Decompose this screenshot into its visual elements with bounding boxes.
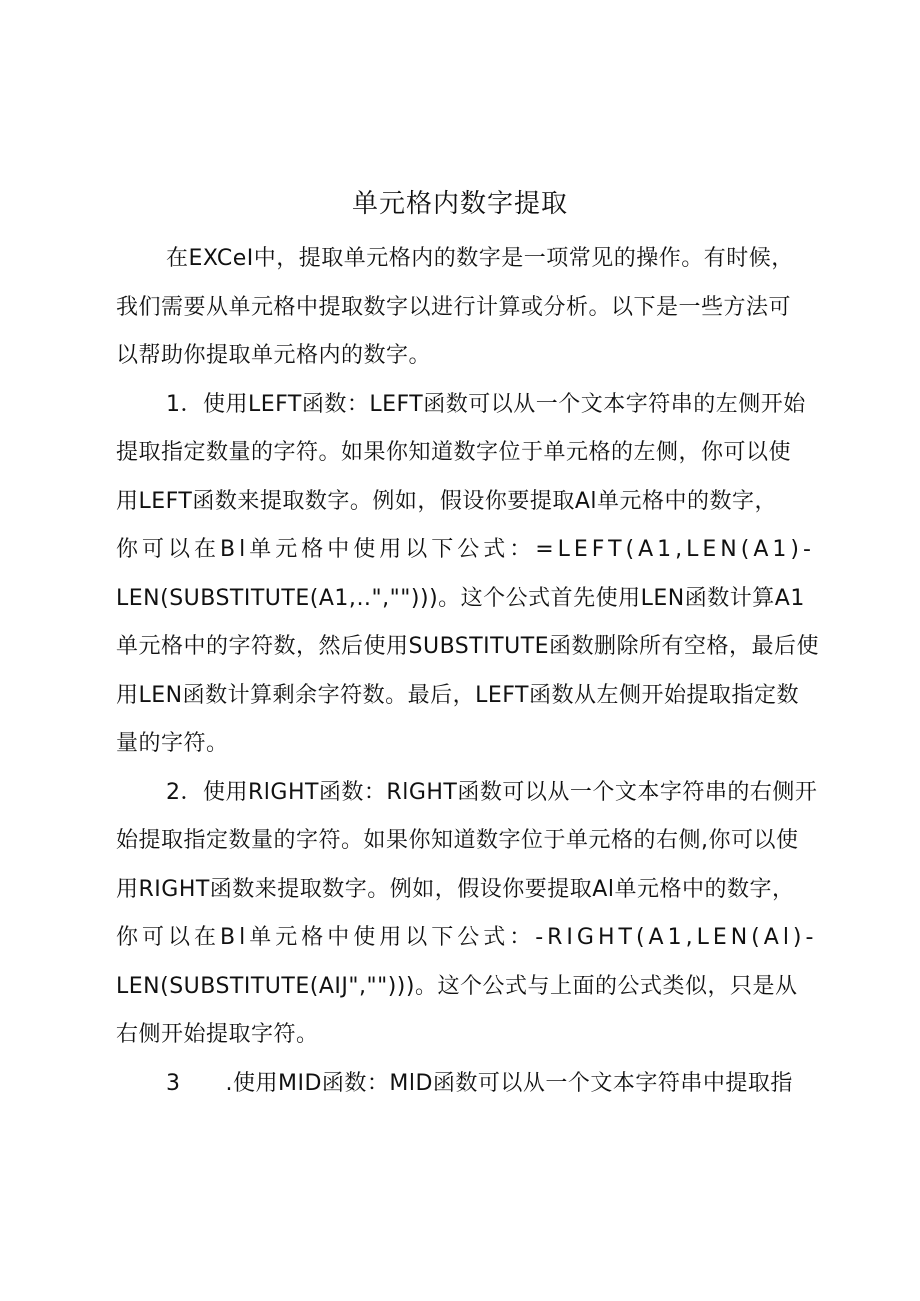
paragraph-line: 1．使用LEFT函数：LEFT函数可以从一个文本字符串的左侧开始 xyxy=(166,392,806,417)
paragraph-line: 始提取指定数量的字符。如果你知道数字位于单元格的右侧,你可以使 xyxy=(116,828,799,853)
paragraph-line: 用LEN函数计算剩余字符数。最后，LEFT函数从左侧开始提取指定数 xyxy=(116,683,799,708)
paragraph-line: 2．使用RlGHT函数：RlGHT函数可以从一个文本字符串的右侧开 xyxy=(166,780,818,805)
paragraph-line: LEN(SUBSTITUTE(A1,‥","")))。这个公式首先使用LEN函数计算A1 xyxy=(116,586,805,611)
paragraph-line: 你可以在Bl单元格中使用以下公式：=LEFT(A1,LEN(A1)- xyxy=(116,537,815,562)
paragraph-line: 用LEFT函数来提取数字。例如，假设你要提取Al单元格中的数字， xyxy=(116,489,778,514)
paragraph-line: 我们需要从单元格中提取数字以进行计算或分析。以下是一些方法可 xyxy=(116,295,792,320)
paragraph-line: 量的字符。 xyxy=(116,731,229,756)
paragraph-line: 3 .使用MID函数：MlD函数可以从一个文本字符串中提取指 xyxy=(166,1071,793,1096)
paragraph-line: 提取指定数量的字符。如果你知道数字位于单元格的左侧，你可以使 xyxy=(116,440,792,465)
paragraph-line: 用RIGHT函数来提取数字。例如，假设你要提取Al单元格中的数字， xyxy=(116,877,795,902)
paragraph-line: 右侧开始提取字符。 xyxy=(116,1022,319,1047)
paragraph-line: 在EXCeI中，提取单元格内的数字是一项常见的操作。有时候， xyxy=(166,246,794,271)
document-title: 单元格内数字提取 xyxy=(351,189,568,219)
paragraph-line: 单元格中的字符数，然后使用SUBSTITUTE函数删除所有空格，最后使 xyxy=(116,634,820,659)
paragraph-line: LEN(SUBSTITUTE(AIJ","")))。这个公式与上面的公式类似，只是从 xyxy=(116,974,798,999)
paragraph-line: 你可以在Bl单元格中使用以下公式：-RIGHT(A1,LEN(Al)- xyxy=(116,925,818,950)
paragraph-line: 以帮助你提取单元格内的数字。 xyxy=(116,343,432,368)
